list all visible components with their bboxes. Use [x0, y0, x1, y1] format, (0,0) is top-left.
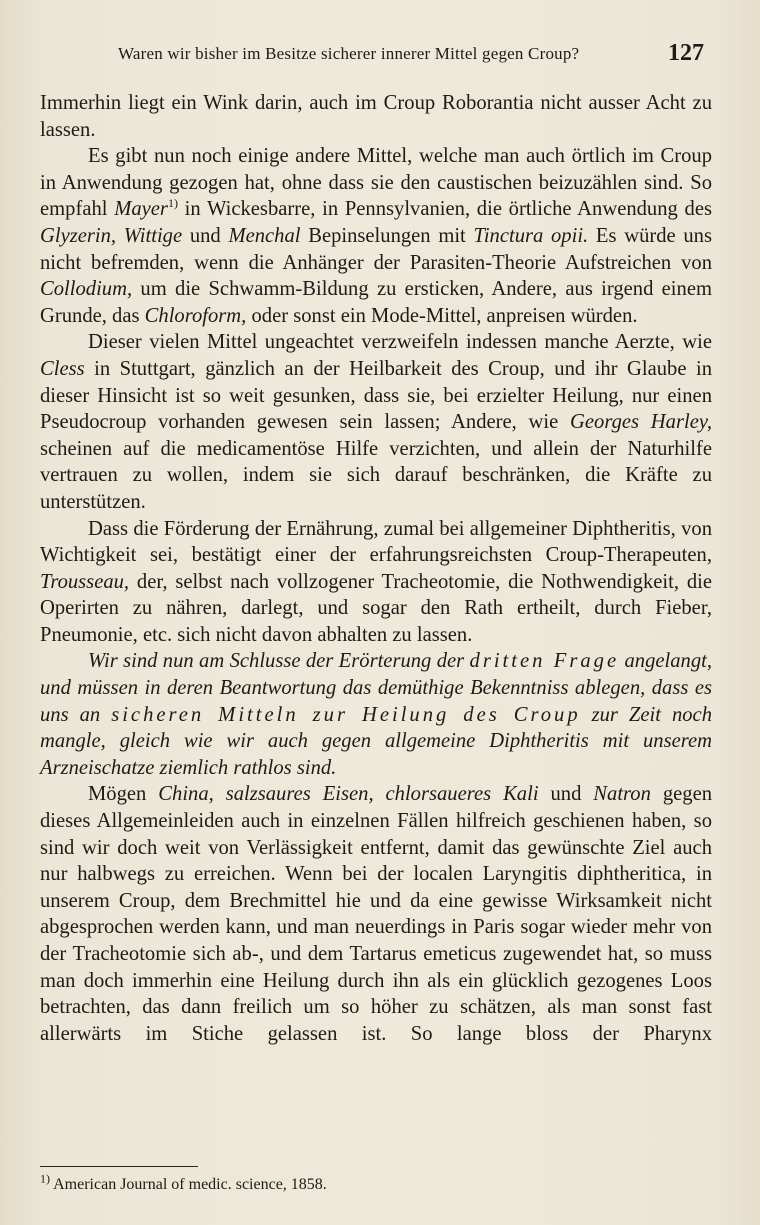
emphasis: Glyzerin, Wittige [40, 224, 183, 247]
text-run: gegen dieses Allgemeinleiden auch in einzelnen Fällen hilfreich geschienen haben, so sind wir doch weit von Verlässigkeit entfernt, damit das gewünschte Ziel auch nur halbwegs zu erreichen. Wenn bei der localen Laryngitis diphtheritica, in unserem Croup, dem Brechmittel hie und da eine gewisse Wirksamkeit nicht abgesprochen werden kann, und man neuerdings in Paris sogar wieder mehr von der Tracheotomie sich ab-, und dem Tartarus emeticus zugewendet hat, so muss man doch immerhin eine Heilung durch ihn als ein glücklich gezogenes Loos betrachten, das dann freilich um so höher zu schätzen, als man sonst fast allerwärts im Stiche gelassen ist. So lange bloss der Pharynx [40, 783, 713, 1045]
running-head: Waren wir bisher im Besitze sicherer innerer Mittel gegen Croup? [118, 44, 580, 63]
footnote-text: American Journal of medic. science, 1858. [53, 1176, 327, 1193]
footnote-marker: 1) [40, 1171, 50, 1186]
text-run: oder sonst ein Mode-Mittel, anpreisen würden. [246, 304, 638, 327]
text-run: Immerhin liegt ein Wink darin, auch im Croup Roborantia nicht ausser Acht zu lassen. [40, 92, 712, 141]
text-run: Dieser vielen Mittel ungeachtet verzweifeln indessen manche Aerzte, wie [88, 331, 712, 354]
page-number: 127 [668, 40, 704, 66]
emphasis: Georges Harley, [570, 411, 713, 434]
footnote-reference: 1) [167, 196, 178, 211]
emphasis: Menchal [228, 224, 301, 247]
text-run: in Wickesbarre, in Pennsylvanien, die örtliche Anwendung des [177, 198, 712, 221]
text-run: und [182, 224, 229, 247]
emphasis: angelangt, und müssen in deren Beantwortung das demüthige Bekenntniss ablegen, dass es uns an [40, 650, 712, 726]
body-text [40, 90, 712, 1047]
text-run: in Stuttgart, gänzlich an der Heilbarkeit des Croup, und ihr Glaube in dieser Hinsicht ist so weit gesunken, dass sie, bei erzielter Heilung, nur einen Pseudocroup vorhanden gewesen sein lassen; Andere, wie [40, 357, 712, 434]
text-run: und [538, 783, 594, 806]
text-run: Es gibt nun noch einige andere Mittel, welche man auch örtlich im Croup in Anwendung gezogen hat, ohne dass sie den caustischen beizuzählen sind. So empfahl [40, 145, 712, 221]
emphasis: Collodium, [40, 278, 133, 301]
text-run: scheinen auf die medicamentöse Hilfe verzichten, und allein der Naturhilfe vertrauen zu wollen, indem sie sich darauf beschränken, die Kräfte zu unterstützen. [40, 437, 712, 513]
text-run: um die Schwamm-Bildung zu ersticken, Andere, aus irgend einem Grunde, das [40, 278, 712, 327]
paragraph [40, 648, 712, 781]
emphasis-spaced: sicheren Mitteln zur Heilung des Croup [111, 703, 581, 726]
emphasis: Wir sind nun am Schlusse der Erörterung der [88, 650, 470, 673]
emphasis: Trousseau, [40, 570, 130, 593]
footnote-rule [40, 1166, 198, 1167]
text-run: der, selbst nach vollzogener Tracheotomie, die Nothwendigkeit, die Operirten zu nähren, darlegt, und sogar den Rath ertheilt, durch Fieber, Pneumonie, etc. sich nicht davon abhalten zu lassen. [40, 570, 712, 646]
emphasis: Chloroform, [144, 304, 247, 327]
text-run: Mögen [88, 783, 159, 806]
paragraph [40, 781, 712, 1047]
emphasis-spaced: dritten Frage [469, 650, 620, 673]
footnote [40, 1171, 720, 1194]
paragraph [40, 143, 712, 329]
emphasis: zur Zeit noch mangle, gleich wie wir auch gegen allgemeine Diphtheritis mit unserem Arzneischatze ziemlich rathlos sind. [40, 703, 712, 779]
paragraph [40, 329, 712, 515]
paragraph [40, 90, 712, 143]
emphasis: Mayer [114, 198, 168, 221]
text-run: Es würde uns nicht befremden, wenn die Anhänger der Parasiten-Theorie Aufstreichen von [40, 224, 712, 274]
text-run: Bepinselungen mit [300, 224, 474, 247]
emphasis: Natron [593, 783, 651, 806]
emphasis: China, salzsaures Eisen, chlorsaueres Kali [158, 783, 539, 806]
paragraph [40, 516, 712, 649]
text-run: Dass die Förderung der Ernährung, zumal bei allgemeiner Diphtheritis, von Wichtigkeit sei, bestätigt einer der erfahrungsreichsten Croup-Therapeuten, [40, 517, 712, 567]
emphasis: Cless [40, 357, 85, 380]
emphasis: Tinctura opii. [473, 224, 589, 247]
